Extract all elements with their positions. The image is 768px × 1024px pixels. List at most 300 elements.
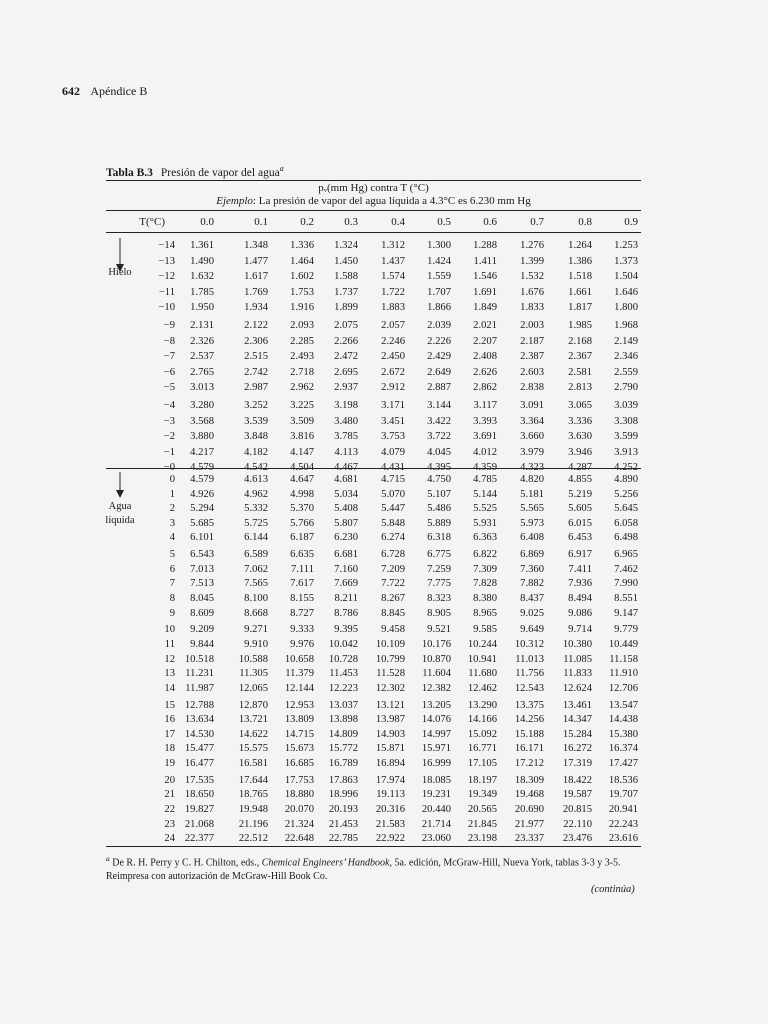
pressure-cell: 10.109 (375, 639, 405, 650)
pressure-cell: 11.833 (563, 668, 592, 680)
pressure-cell: 1.883 (381, 302, 405, 313)
pressure-cell: 14.622 (238, 728, 268, 740)
pressure-cell: 22.785 (328, 833, 358, 845)
section-rule (106, 468, 641, 469)
page-header (62, 84, 147, 99)
pressure-cell: 3.364 (520, 415, 544, 427)
pressure-cell: 20.815 (562, 804, 592, 815)
pressure-cell: 4.579 (190, 462, 214, 473)
temperature-cell: 14 (164, 682, 175, 694)
pressure-cell: 4.681 (334, 474, 358, 485)
pressure-cell: 17.535 (184, 774, 214, 786)
temperature-cell: 21 (164, 789, 175, 801)
pressure-cell: 2.057 (381, 320, 405, 331)
pressure-cell: 4.359 (473, 462, 497, 473)
pressure-cell: 2.649 (427, 366, 451, 378)
pressure-cell: 6.144 (244, 532, 268, 544)
footnote-book-title: Chemical Engineers’ Handbook (261, 857, 390, 869)
pressure-cell: 9.147 (614, 607, 638, 619)
pressure-cell: 1.899 (334, 302, 358, 313)
pressure-cell: 2.537 (190, 351, 214, 362)
pressure-cell: 23.060 (421, 833, 451, 845)
pressure-cell: 3.599 (614, 431, 638, 442)
pressure-cell: 12.382 (421, 682, 451, 694)
pressure-cell: 4.079 (381, 446, 405, 458)
pressure-cell: 1.866 (427, 302, 451, 313)
pressure-cell: 7.775 (427, 578, 451, 590)
pressure-cell: 2.742 (244, 366, 268, 378)
pressure-cell: 15.477 (184, 743, 214, 755)
pressure-cell: 21.583 (375, 818, 405, 830)
pressure-cell: 1.968 (614, 320, 638, 331)
temperature-cell: 11 (164, 639, 175, 650)
pressure-cell: 1.833 (520, 302, 544, 313)
pressure-cell: 6.187 (290, 532, 314, 544)
pressure-cell: 4.395 (427, 462, 451, 473)
pressure-cell: 4.287 (568, 462, 592, 473)
pressure-cell: 22.110 (563, 818, 592, 830)
pressure-cell: 8.323 (427, 593, 451, 604)
pressure-cell: 2.887 (427, 382, 451, 393)
pressure-cell: 5.144 (473, 488, 497, 500)
pressure-cell: 7.411 (568, 563, 592, 575)
pressure-cell: 5.848 (381, 517, 405, 529)
pressure-cell: 3.480 (334, 415, 358, 427)
pressure-cell: 6.015 (568, 517, 592, 529)
pressure-cell: 1.559 (427, 271, 451, 282)
pressure-cell: 21.324 (284, 818, 314, 830)
pressure-cell: 3.880 (190, 431, 214, 442)
temperature-cell: −6 (163, 366, 175, 378)
pressure-cell: 10.870 (421, 653, 451, 665)
pressure-cell: 8.786 (334, 607, 358, 619)
pressure-cell: 22.377 (184, 833, 214, 845)
pressure-cell: 6.363 (473, 532, 497, 544)
pressure-cell: 11.158 (609, 653, 638, 665)
temperature-cell: 0 (169, 474, 175, 485)
pressure-cell: 21.196 (238, 818, 268, 830)
pressure-cell: 6.543 (190, 549, 214, 561)
pressure-cell: 20.070 (284, 804, 314, 815)
pressure-cell: 1.632 (190, 271, 214, 282)
pressure-cell: 4.647 (290, 474, 314, 485)
pressure-cell: 21.714 (421, 818, 451, 830)
pressure-cell: 6.635 (290, 549, 314, 561)
pressure-cell: 9.333 (290, 624, 314, 636)
pressure-cell: 2.672 (381, 366, 405, 378)
pressure-cell: 9.086 (568, 607, 592, 619)
pressure-cell: 9.649 (520, 624, 544, 636)
pressure-cell: 3.568 (190, 415, 214, 427)
pressure-cell: 4.926 (190, 488, 214, 500)
temperature-cell: −2 (163, 431, 175, 442)
pressure-cell: 4.504 (290, 462, 314, 473)
pressure-cell: 8.437 (520, 593, 544, 604)
temperature-cell: −13 (158, 255, 175, 267)
pressure-cell: 11.085 (563, 653, 592, 665)
pressure-cell: 7.259 (427, 563, 451, 575)
pressure-cell: 3.280 (190, 400, 214, 411)
pressure-cell: 11.013 (515, 653, 544, 665)
pressure-cell: 4.890 (614, 474, 638, 485)
pressure-cell: 9.209 (190, 624, 214, 636)
pressure-cell: 3.144 (427, 400, 451, 411)
pressure-cell: 8.965 (473, 607, 497, 619)
pressure-cell: 2.937 (334, 382, 358, 393)
pressure-cell: 2.429 (427, 351, 451, 362)
pressure-cell: 10.176 (421, 639, 451, 650)
pressure-cell: 2.266 (334, 335, 358, 347)
pressure-cell: 16.171 (514, 743, 544, 755)
pressure-cell: 1.737 (334, 286, 358, 298)
temperature-cell: −14 (158, 240, 175, 251)
pressure-cell: 6.453 (568, 532, 592, 544)
pressure-cell: 6.274 (381, 532, 405, 544)
pressure-cell: 5.370 (290, 503, 314, 515)
pressure-cell: 1.324 (334, 240, 358, 251)
pressure-cell: 6.917 (568, 549, 592, 561)
pressure-cell: 14.438 (608, 714, 638, 726)
pressure-cell: 12.870 (238, 699, 268, 711)
pressure-cell: 1.361 (190, 240, 214, 251)
pressure-cell: 13.461 (562, 699, 592, 711)
pressure-cell: 6.101 (190, 532, 214, 544)
temperature-cell: −12 (158, 271, 175, 282)
temperature-cell: −7 (163, 351, 175, 362)
pressure-cell: 1.411 (473, 255, 497, 267)
pressure-cell: 4.820 (520, 474, 544, 485)
pressure-cell: 4.855 (568, 474, 592, 485)
footnote-post: , 5a. edición, McGraw-Hill, Nueva York, tablas 3-3 y 3-5. Reimpresa con autorización de McGraw-Hill Book Co. (106, 857, 621, 883)
pressure-cell: 5.447 (381, 503, 405, 515)
pressure-cell: 19.468 (514, 789, 544, 801)
pressure-cell: 15.772 (328, 743, 358, 755)
temperature-cell: 7 (169, 578, 175, 590)
pressure-cell: 6.822 (473, 549, 497, 561)
title-footnote-mark: a (279, 164, 284, 173)
pressure-cell: 22.512 (238, 833, 268, 845)
pressure-cell: 2.346 (614, 351, 638, 362)
pressure-cell: 6.681 (334, 549, 358, 561)
pressure-cell: 3.539 (244, 415, 268, 427)
pressure-cell: 3.630 (568, 431, 592, 442)
pressure-cell: 17.212 (514, 758, 544, 769)
pressure-cell: 7.617 (290, 578, 314, 590)
pressure-cell: 3.091 (520, 400, 544, 411)
pressure-cell: 2.306 (244, 335, 268, 347)
pressure-cell: 21.453 (328, 818, 358, 830)
temperature-cell: 13 (164, 668, 175, 680)
pressure-cell: 5.219 (568, 488, 592, 500)
temperature-cell: 20 (164, 774, 175, 786)
pressure-cell: 2.603 (520, 366, 544, 378)
pressure-cell: 4.323 (520, 462, 544, 473)
pressure-cell: 17.753 (284, 774, 314, 786)
pressure-cell: 3.252 (244, 400, 268, 411)
pressure-cell: 2.765 (190, 366, 214, 378)
pressure-cell: 11.305 (239, 668, 268, 680)
column-header: 0.9 (624, 216, 638, 228)
column-header: 0.8 (578, 216, 592, 228)
pressure-cell: 14.903 (375, 728, 405, 740)
pressure-cell: 9.395 (334, 624, 358, 636)
pressure-cell: 5.605 (568, 503, 592, 515)
pressure-cell: 9.976 (290, 639, 314, 650)
pressure-cell: 2.226 (427, 335, 451, 347)
pressure-cell: 23.337 (514, 833, 544, 845)
pressure-cell: 5.332 (244, 503, 268, 515)
pressure-cell: 1.264 (568, 240, 592, 251)
footnote-mark: a (106, 854, 110, 863)
pressure-cell: 1.800 (614, 302, 638, 313)
pressure-cell: 9.458 (381, 624, 405, 636)
temperature-cell: 6 (169, 563, 175, 575)
pressure-cell: 5.973 (520, 517, 544, 529)
pressure-cell: 15.284 (562, 728, 592, 740)
pressure-cell: 22.922 (375, 833, 405, 845)
pressure-cell: 3.336 (568, 415, 592, 427)
pressure-cell: 2.246 (381, 335, 405, 347)
pressure-cell: 2.493 (290, 351, 314, 362)
column-header: 0.4 (391, 216, 405, 228)
pressure-cell: 8.727 (290, 607, 314, 619)
pressure-cell: 6.965 (614, 549, 638, 561)
pressure-cell: 6.498 (614, 532, 638, 544)
water-label (98, 500, 142, 528)
pressure-cell: 5.256 (614, 488, 638, 500)
pressure-cell: 15.380 (608, 728, 638, 740)
pressure-cell: 15.188 (514, 728, 544, 740)
pressure-cell: 20.565 (467, 804, 497, 815)
pressure-cell: 1.464 (290, 255, 314, 267)
pressure-cell: 1.518 (568, 271, 592, 282)
pressure-cell: 10.449 (608, 639, 638, 650)
column-header: 0.3 (344, 216, 358, 228)
pressure-cell: 12.706 (608, 682, 638, 694)
table-top-rule (106, 180, 641, 181)
pressure-cell: 5.408 (334, 503, 358, 515)
temperature-cell: 22 (164, 804, 175, 815)
pressure-cell: 1.985 (568, 320, 592, 331)
pressure-cell: 5.889 (427, 517, 451, 529)
pressure-cell: 2.367 (568, 351, 592, 362)
pressure-cell: 14.256 (514, 714, 544, 726)
pressure-cell: 6.230 (334, 532, 358, 544)
pressure-cell: 3.039 (614, 400, 638, 411)
header-rule (106, 232, 641, 233)
pressure-cell: 6.728 (381, 549, 405, 561)
pressure-cell: 10.312 (514, 639, 544, 650)
pressure-cell: 7.990 (614, 578, 638, 590)
pressure-cell: 2.039 (427, 320, 451, 331)
pressure-cell: 5.294 (190, 503, 214, 515)
pressure-cell: 20.316 (375, 804, 405, 815)
pressure-cell: 1.769 (244, 286, 268, 298)
pressure-cell: 9.779 (614, 624, 638, 636)
page-number: 642 (62, 84, 80, 98)
pressure-cell: 12.302 (375, 682, 405, 694)
pressure-cell: 1.399 (520, 255, 544, 267)
pressure-cell: 2.962 (290, 382, 314, 393)
pressure-cell: 5.070 (381, 488, 405, 500)
pressure-cell: 8.551 (614, 593, 638, 604)
pressure-cell: 7.111 (290, 563, 314, 575)
pressure-cell: 17.974 (375, 774, 405, 786)
pressure-cell: 2.472 (334, 351, 358, 362)
pressure-cell: 1.849 (473, 302, 497, 313)
pressure-cell: 14.530 (184, 728, 214, 740)
pressure-cell: 1.450 (334, 255, 358, 267)
example-label: Ejemplo (216, 195, 253, 207)
pressure-cell: 4.252 (614, 462, 638, 473)
pressure-cell: 19.113 (376, 789, 405, 801)
table-caption (106, 164, 284, 179)
pressure-cell: 4.542 (244, 462, 268, 473)
temperature-cell: 1 (169, 488, 175, 500)
pressure-cell: 12.788 (184, 699, 214, 711)
pressure-cell: 17.319 (562, 758, 592, 769)
temperature-cell: −5 (163, 382, 175, 393)
temperature-cell: −4 (163, 400, 175, 411)
pressure-cell: 11.987 (185, 682, 214, 694)
pressure-cell: 2.450 (381, 351, 405, 362)
pressure-cell: 4.113 (334, 446, 358, 458)
pressure-cell: 3.225 (290, 400, 314, 411)
pressure-cell: 2.912 (381, 382, 405, 393)
pressure-cell: 18.650 (184, 789, 214, 801)
pressure-cell: 2.515 (244, 351, 268, 362)
pressure-cell: 11.680 (468, 668, 497, 680)
pressure-cell: 6.408 (520, 532, 544, 544)
pressure-cell: 1.437 (381, 255, 405, 267)
pressure-cell: 12.144 (284, 682, 314, 694)
pressure-cell: 2.718 (290, 366, 314, 378)
pressure-cell: 13.721 (238, 714, 268, 726)
pressure-cell: 11.528 (376, 668, 405, 680)
pressure-cell: 5.645 (614, 503, 638, 515)
pressure-cell: 22.243 (608, 818, 638, 830)
pressure-cell: 23.476 (562, 833, 592, 845)
pressure-cell: 20.193 (328, 804, 358, 815)
pressure-cell: 17.427 (608, 758, 638, 769)
pressure-cell: 6.775 (427, 549, 451, 561)
pressure-cell: 16.685 (284, 758, 314, 769)
pressure-cell: 1.546 (473, 271, 497, 282)
pressure-cell: 3.308 (614, 415, 638, 427)
pressure-cell: 3.816 (290, 431, 314, 442)
pressure-cell: 1.934 (244, 302, 268, 313)
column-header: 0.2 (300, 216, 314, 228)
pressure-cell: 2.387 (520, 351, 544, 362)
pressure-cell: 7.513 (190, 578, 214, 590)
pressure-cell: 1.588 (334, 271, 358, 282)
pressure-cell: 13.809 (284, 714, 314, 726)
pressure-cell: 2.626 (473, 366, 497, 378)
pressure-cell: 13.375 (514, 699, 544, 711)
pressure-cell: 19.707 (608, 789, 638, 801)
pressure-cell: 16.374 (608, 743, 638, 755)
pressure-cell: 1.532 (520, 271, 544, 282)
temperature-cell: 15 (164, 699, 175, 711)
pressure-cell: 10.518 (184, 653, 214, 665)
pressure-cell: 2.695 (334, 366, 358, 378)
pressure-cell: 7.209 (381, 563, 405, 575)
pressure-cell: 9.271 (244, 624, 268, 636)
pressure-cell: 15.575 (238, 743, 268, 755)
temperature-cell: −8 (163, 335, 175, 347)
pressure-cell: 21.845 (467, 818, 497, 830)
pressure-cell: 1.253 (614, 240, 638, 251)
temperature-cell: 4 (169, 532, 175, 544)
table-bottom-rule (106, 846, 641, 847)
pressure-cell: 2.987 (244, 382, 268, 393)
pressure-cell: 4.045 (427, 446, 451, 458)
pressure-cell: 8.267 (381, 593, 405, 604)
pressure-cell: 2.790 (614, 382, 638, 393)
footnote-pre: De R. H. Perry y C. H. Chilton, eds., (109, 857, 262, 869)
pressure-cell: 8.211 (334, 593, 358, 604)
temperature-cell: −9 (163, 320, 175, 331)
pressure-cell: 6.869 (520, 549, 544, 561)
temperature-cell: 9 (169, 607, 175, 619)
pressure-cell: 19.948 (238, 804, 268, 815)
pressure-cell: 3.509 (290, 415, 314, 427)
pressure-cell: 3.722 (427, 431, 451, 442)
pressure-cell: 1.753 (290, 286, 314, 298)
pressure-cell: 1.722 (381, 286, 405, 298)
pressure-cell: 7.062 (244, 563, 268, 575)
pressure-cell: 7.462 (614, 563, 638, 575)
pressure-cell: 9.585 (473, 624, 497, 636)
temperature-cell: 12 (164, 653, 175, 665)
pressure-cell: 20.941 (608, 804, 638, 815)
pressure-cell: 17.105 (467, 758, 497, 769)
pressure-cell: 1.477 (244, 255, 268, 267)
pressure-cell: 2.093 (290, 320, 314, 331)
pressure-cell: 18.422 (562, 774, 592, 786)
pressure-cell: 10.658 (284, 653, 314, 665)
pressure-cell: 1.424 (427, 255, 451, 267)
pressure-cell: 13.634 (184, 714, 214, 726)
pressure-cell: 13.290 (467, 699, 497, 711)
pressure-cell: 16.581 (238, 758, 268, 769)
temperature-cell: 19 (164, 758, 175, 769)
pressure-cell: 8.045 (190, 593, 214, 604)
pressure-cell: 7.160 (334, 563, 358, 575)
pressure-cell: 1.504 (614, 271, 638, 282)
pressure-cell: 14.076 (421, 714, 451, 726)
table-label: Tabla B.3 (106, 166, 153, 179)
pressure-cell: 14.715 (284, 728, 314, 740)
pressure-cell: 16.789 (328, 758, 358, 769)
pressure-cell: 11.231 (185, 668, 214, 680)
example-text: : La presión de vapor del agua líquida a 4.3°C es 6.230 mm Hg (252, 195, 531, 207)
pressure-cell: 15.673 (284, 743, 314, 755)
pressure-cell: 19.349 (467, 789, 497, 801)
pressure-cell: 5.107 (427, 488, 451, 500)
pressure-cell: 1.691 (473, 286, 497, 298)
pressure-cell: 1.490 (190, 255, 214, 267)
pressure-cell: 20.440 (421, 804, 451, 815)
pressure-cell: 11.379 (285, 668, 314, 680)
pressure-cell: 1.950 (190, 302, 214, 313)
pressure-cell: 1.276 (520, 240, 544, 251)
subtitle-rule (106, 210, 641, 211)
pressure-cell: 10.244 (467, 639, 497, 650)
pressure-cell: 4.715 (381, 474, 405, 485)
pressure-cell: 16.999 (421, 758, 451, 769)
pressure-cell: 3.946 (568, 446, 592, 458)
